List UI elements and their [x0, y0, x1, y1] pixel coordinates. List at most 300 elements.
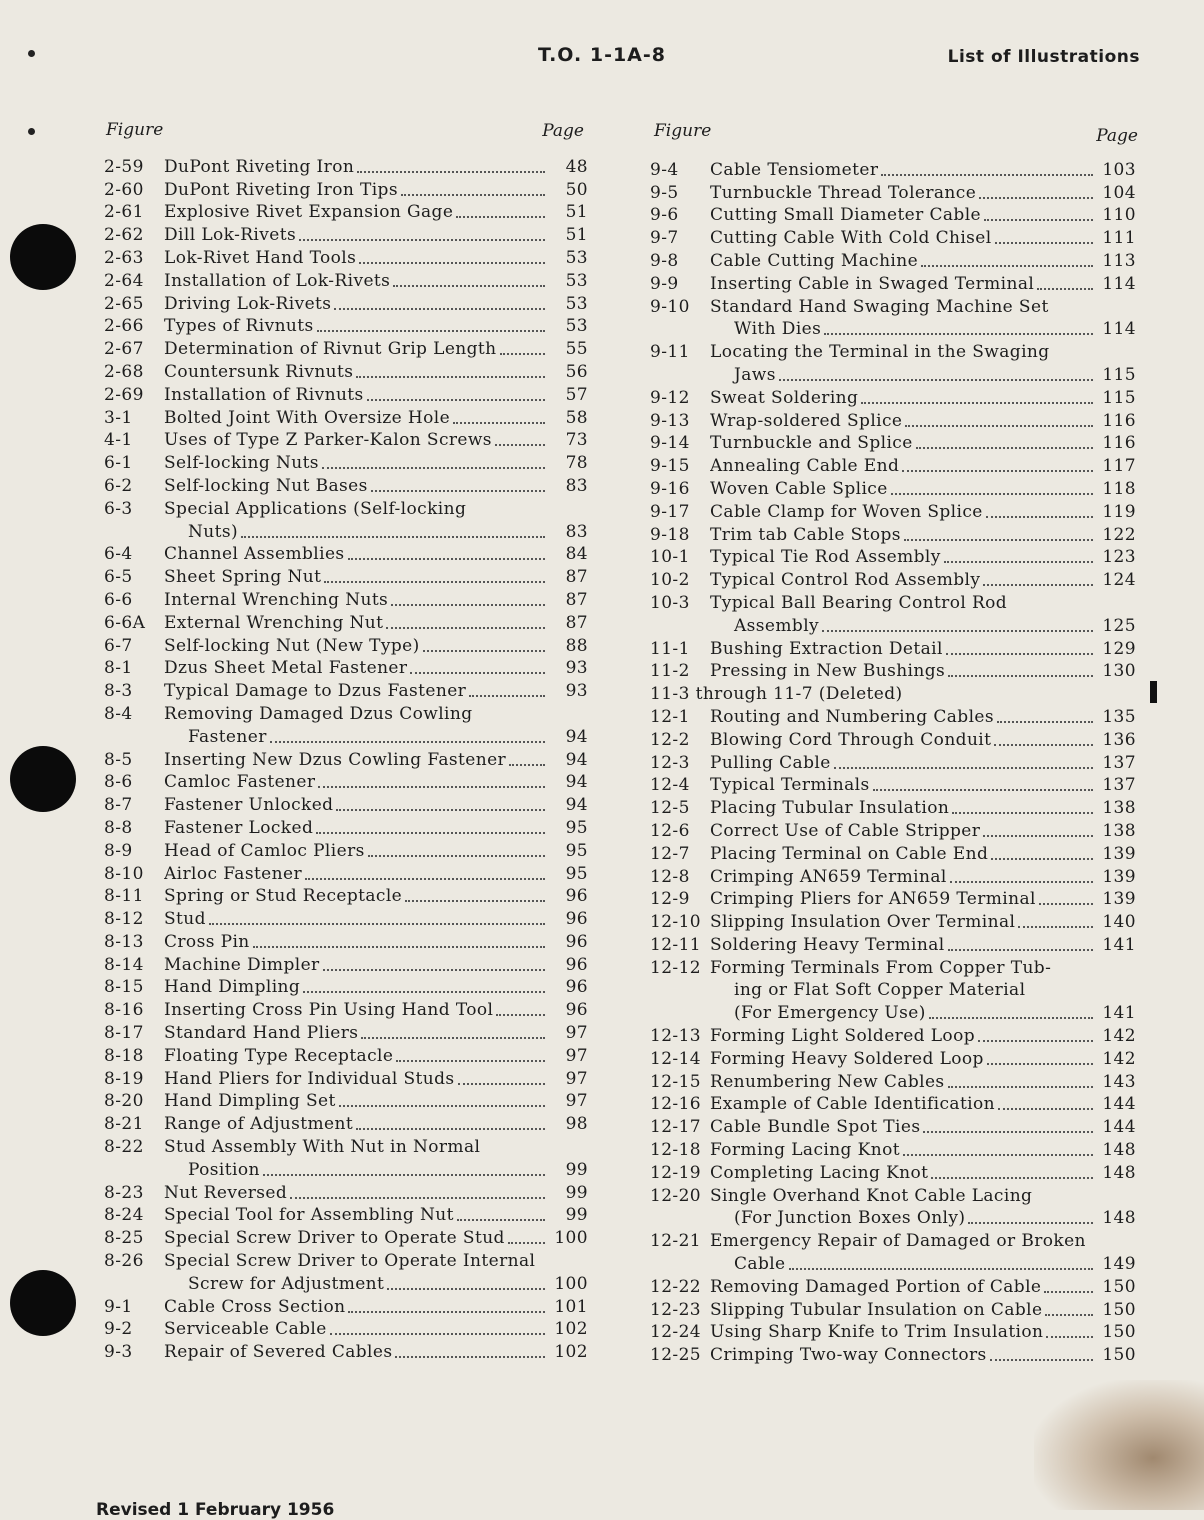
- entry-title-wrap: [710, 639, 1096, 659]
- entry-title: Driving Lok-Rivets: [164, 293, 332, 314]
- dot-leader: [500, 339, 545, 355]
- entry-title: Countersunk Rivnuts: [164, 361, 354, 382]
- entry-title: Special Screw Driver to Operate Internal: [164, 1251, 536, 1272]
- entry-title: Typical Tie Rod Assembly: [710, 547, 941, 568]
- entry-title-wrap: [710, 775, 1096, 795]
- entry-title-wrap: [164, 522, 548, 542]
- page-number: 110: [1102, 205, 1136, 226]
- figure-number: 8-20: [104, 1091, 144, 1112]
- entry-title: Crimping AN659 Terminal: [710, 866, 947, 887]
- page-number: 137: [1102, 775, 1136, 796]
- entry-title: Serviceable Cable: [164, 1319, 327, 1340]
- dot-leader: [405, 886, 545, 902]
- list-item: [650, 294, 1136, 317]
- list-item: [650, 1137, 1136, 1160]
- page-number: 100: [554, 1228, 588, 1249]
- entry-title: Cross Pin: [164, 931, 250, 952]
- list-item: [104, 1203, 588, 1226]
- dot-leader: [861, 388, 1093, 404]
- dot-leader: [508, 1228, 545, 1244]
- entry-title: Internal Wrenching Nuts: [164, 589, 389, 610]
- page-number: 97: [565, 1091, 588, 1112]
- entry-title: Typical Control Rod Assembly: [710, 570, 981, 591]
- figure-number: 9-14: [650, 433, 690, 454]
- entry-title: Routing and Numbering Cables: [710, 706, 994, 727]
- entry-title-wrap: [164, 248, 548, 268]
- figure-number: 6-2: [104, 475, 133, 496]
- page-number: 102: [554, 1319, 588, 1340]
- list-item: [104, 1157, 588, 1180]
- dot-leader: [456, 202, 545, 218]
- entry-title-wrap: [710, 525, 1096, 545]
- list-item: [104, 656, 588, 679]
- page-number: 95: [565, 840, 588, 861]
- entry-title-wrap: [710, 570, 1096, 590]
- list-item: [104, 610, 588, 633]
- entry-title-wrap: [164, 1342, 548, 1362]
- page-number: 115: [1102, 387, 1136, 408]
- dot-leader: [469, 681, 545, 697]
- dot-leader: [303, 977, 545, 993]
- dot-leader: [873, 775, 1093, 791]
- entry-title: Self-locking Nut (New Type): [164, 635, 420, 656]
- margin-mark: [28, 50, 35, 57]
- entry-title-wrap: [164, 453, 548, 473]
- page-number: 57: [565, 384, 588, 405]
- dot-leader: [496, 1000, 545, 1016]
- entry-title: Typical Terminals: [710, 775, 870, 796]
- dot-leader: [929, 1003, 1093, 1019]
- dot-leader: [986, 502, 1093, 518]
- page-number: 116: [1102, 410, 1136, 431]
- page-number: 73: [565, 430, 588, 451]
- page-number: 149: [1102, 1254, 1136, 1275]
- entry-title: Removing Damaged Portion of Cable: [710, 1276, 1042, 1297]
- figure-number: 10-1: [650, 547, 690, 568]
- figure-number: 8-22: [104, 1137, 144, 1158]
- entry-title: Renumbering New Cables: [710, 1071, 945, 1092]
- dot-leader: [952, 798, 1093, 814]
- entry-title-wrap: [164, 681, 548, 701]
- entry-title: Forming Terminals From Copper Tub-: [710, 957, 1052, 978]
- entry-title-wrap: [710, 456, 1096, 476]
- page-number: 140: [1102, 912, 1136, 933]
- dot-leader: [241, 522, 545, 538]
- list-item: [104, 291, 588, 314]
- binder-hole: [10, 746, 76, 812]
- entry-title: Installation of Rivnuts: [164, 384, 364, 405]
- page-number: 83: [565, 521, 588, 542]
- page-number: 50: [565, 179, 588, 200]
- list-item: [650, 203, 1136, 226]
- entry-title: Cable Bundle Spot Ties: [710, 1117, 921, 1138]
- figure-number: 9-13: [650, 410, 690, 431]
- entry-title-wrap: [710, 889, 1096, 909]
- figure-number: 2-66: [104, 316, 144, 337]
- page-number: 51: [565, 225, 588, 246]
- entry-title: Position: [188, 1159, 260, 1180]
- entry-title-wrap: [164, 499, 548, 519]
- entry-title: Forming Heavy Soldered Loop: [710, 1048, 984, 1069]
- entry-title: Special Screw Driver to Operate Stud: [164, 1228, 505, 1249]
- page-number: 148: [1102, 1140, 1136, 1161]
- figure-number: 9-2: [104, 1319, 133, 1340]
- list-item: [650, 476, 1136, 499]
- dot-leader: [881, 160, 1093, 176]
- page-number: 97: [565, 1023, 588, 1044]
- figure-number: 10-2: [650, 570, 690, 591]
- page-number: 148: [1102, 1208, 1136, 1229]
- entry-title-wrap: [710, 912, 1096, 932]
- page-number: 111: [1102, 228, 1136, 249]
- page-number: 94: [565, 726, 588, 747]
- list-item: [104, 428, 588, 451]
- dot-leader: [983, 821, 1093, 837]
- entry-title: Typical Ball Bearing Control Rod: [710, 592, 1008, 613]
- entry-title-wrap: [164, 909, 548, 929]
- entry-title-wrap: [710, 1277, 1096, 1297]
- dot-leader: [209, 909, 545, 925]
- dot-leader: [356, 1114, 545, 1130]
- entry-title: 11-3 through 11-7 (Deleted): [650, 684, 903, 705]
- page-number: 53: [565, 247, 588, 268]
- entry-title: Range of Adjustment: [164, 1114, 354, 1135]
- entry-title: Placing Terminal on Cable End: [710, 843, 989, 864]
- entry-title-wrap: [710, 1026, 1096, 1046]
- page-number: 124: [1102, 570, 1136, 591]
- list-item: [650, 225, 1136, 248]
- entry-title: External Wrenching Nut: [164, 612, 384, 633]
- entry-title-wrap: [710, 1163, 1096, 1183]
- entry-title-wrap: [164, 1297, 548, 1317]
- entry-title: Repair of Severed Cables: [164, 1342, 393, 1363]
- entry-title: Nut Reversed: [164, 1182, 288, 1203]
- list-item: [650, 317, 1136, 340]
- page-number: 141: [1102, 934, 1136, 955]
- figure-number: 9-10: [650, 296, 690, 317]
- page-number: 117: [1102, 456, 1136, 477]
- list-item: [104, 405, 588, 428]
- entry-title: Slipping Tubular Insulation on Cable: [710, 1299, 1043, 1320]
- dot-leader: [367, 385, 545, 401]
- entry-title: Turnbuckle Thread Tolerance: [710, 182, 977, 203]
- page-number: 97: [565, 1045, 588, 1066]
- figure-number: 12-1: [650, 706, 690, 727]
- entry-title: Annealing Cable End: [710, 456, 900, 477]
- entry-title: Machine Dimpler: [164, 954, 320, 975]
- list-item: [104, 1043, 588, 1066]
- entry-title: Pressing in New Bushings: [710, 661, 946, 682]
- figure-number: 8-13: [104, 931, 144, 952]
- page-number: 141: [1102, 1003, 1136, 1024]
- dot-leader: [359, 248, 545, 264]
- entry-title: Inserting Cable in Swaged Terminal: [710, 273, 1035, 294]
- entry-title-wrap: [164, 1319, 548, 1339]
- list-item: [104, 1339, 588, 1362]
- page-number: 143: [1102, 1071, 1136, 1092]
- list-item: [104, 268, 588, 291]
- list-item: [650, 1206, 1136, 1229]
- page-number: 139: [1102, 889, 1136, 910]
- entry-title-wrap: [164, 316, 548, 336]
- figure-number: 2-65: [104, 293, 144, 314]
- figure-number: 9-15: [650, 456, 690, 477]
- dot-leader: [998, 1094, 1093, 1110]
- entry-title-wrap: [164, 339, 548, 359]
- entry-title: Self-locking Nut Bases: [164, 475, 368, 496]
- list-item: [650, 1069, 1136, 1092]
- entry-title-wrap: [164, 1000, 548, 1020]
- page-number: 150: [1102, 1299, 1136, 1320]
- page-number: 114: [1102, 273, 1136, 294]
- figure-number: 2-67: [104, 339, 144, 360]
- entry-title: Single Overhand Knot Cable Lacing: [710, 1185, 1033, 1206]
- dot-leader: [990, 1345, 1093, 1361]
- figure-number: 8-3: [104, 681, 133, 702]
- figure-number: 8-15: [104, 977, 144, 998]
- page-number: 129: [1102, 638, 1136, 659]
- entry-title: Crimping Pliers for AN659 Terminal: [710, 889, 1036, 910]
- page-number: 95: [565, 817, 588, 838]
- list-item: [650, 681, 1136, 704]
- figure-number: 9-7: [650, 228, 679, 249]
- list-item: [650, 1297, 1136, 1320]
- list-item: [104, 1089, 588, 1112]
- entry-title-wrap: [710, 274, 1096, 294]
- page-number: 114: [1102, 319, 1136, 340]
- entry-title: Typical Damage to Dzus Fastener: [164, 681, 467, 702]
- entry-title-wrap: [164, 1274, 548, 1294]
- entry-title-wrap: [710, 479, 1096, 499]
- entry-title-wrap: [710, 821, 1096, 841]
- dot-leader: [324, 567, 545, 583]
- list-item: [650, 362, 1136, 385]
- dot-leader: [789, 1254, 1093, 1270]
- list-item: [104, 587, 588, 610]
- dot-leader: [944, 547, 1093, 563]
- list-item: [104, 222, 588, 245]
- dot-leader: [299, 225, 545, 241]
- dot-leader: [371, 476, 545, 492]
- entry-title-wrap: [164, 1091, 548, 1111]
- figure-number: 9-16: [650, 478, 690, 499]
- list-item: [650, 590, 1136, 613]
- list-item: [104, 359, 588, 382]
- entry-title-wrap: [710, 205, 1096, 225]
- page-number: 96: [565, 954, 588, 975]
- figure-number: 8-11: [104, 886, 144, 907]
- entry-title: Standard Hand Pliers: [164, 1023, 359, 1044]
- entry-title-wrap: [164, 636, 548, 656]
- page-number: 119: [1102, 501, 1136, 522]
- figure-number: 6-3: [104, 498, 133, 519]
- figure-number: 8-10: [104, 863, 144, 884]
- page-number: 84: [565, 544, 588, 565]
- entry-title: Forming Light Soldered Loop: [710, 1026, 975, 1047]
- list-item: [104, 1317, 588, 1340]
- entry-title: Cable Cross Section: [164, 1296, 346, 1317]
- list-item: [104, 1134, 588, 1157]
- list-item: [104, 1294, 588, 1317]
- dot-leader: [983, 570, 1093, 586]
- figure-number: 12-3: [650, 752, 690, 773]
- entry-title-wrap: [710, 753, 1096, 773]
- entry-title: Correct Use of Cable Stripper: [710, 820, 981, 841]
- doc-number: T.O. 1-1A-8: [538, 44, 666, 66]
- dot-leader: [948, 935, 1093, 951]
- entry-title-wrap: [710, 297, 1096, 317]
- entry-title: (For Junction Boxes Only): [734, 1208, 966, 1229]
- entry-title: Hand Dimpling: [164, 977, 301, 998]
- dot-leader: [891, 479, 1093, 495]
- figure-number: 12-17: [650, 1117, 702, 1138]
- figure-number: 2-68: [104, 361, 144, 382]
- list-item: [650, 1274, 1136, 1297]
- entry-title: Types of Rivnuts: [164, 316, 314, 337]
- margin-mark: [28, 128, 35, 135]
- figure-number: 9-9: [650, 273, 679, 294]
- figure-number: 8-16: [104, 1000, 144, 1021]
- entry-title: Head of Camloc Pliers: [164, 840, 365, 861]
- list-item: [104, 154, 588, 177]
- dot-leader: [330, 1319, 545, 1335]
- entry-title-wrap: [164, 886, 548, 906]
- page-number: 116: [1102, 433, 1136, 454]
- dot-leader: [979, 183, 1093, 199]
- entry-title: Completing Lacing Knot: [710, 1162, 929, 1183]
- entry-title: Special Applications (Self-locking: [164, 498, 467, 519]
- dot-leader: [904, 525, 1093, 541]
- entry-title: Wrap-soldered Splice: [710, 410, 903, 431]
- entry-title-wrap: [710, 1322, 1096, 1342]
- entry-title-wrap: [710, 593, 1096, 613]
- entry-title-wrap: [164, 977, 548, 997]
- figure-number: 12-12: [650, 957, 702, 978]
- figure-number: 2-63: [104, 247, 144, 268]
- entry-title-wrap: [164, 932, 548, 952]
- list-item: [650, 932, 1136, 955]
- figure-number: 8-4: [104, 703, 133, 724]
- list-item: [650, 1342, 1136, 1365]
- entry-title: Screw for Adjustment: [188, 1273, 385, 1294]
- dot-leader: [984, 205, 1093, 221]
- entry-title: Inserting Cross Pin Using Hand Tool: [164, 1000, 494, 1021]
- page-number: 87: [565, 589, 588, 610]
- dot-leader: [336, 795, 545, 811]
- figure-number: 12-11: [650, 934, 702, 955]
- list-item: [650, 887, 1136, 910]
- figure-number: 12-4: [650, 775, 690, 796]
- figure-number: 8-17: [104, 1023, 144, 1044]
- dot-leader: [368, 841, 545, 857]
- entry-title-wrap: [710, 388, 1096, 408]
- figure-number: 12-8: [650, 866, 690, 887]
- list-item: [650, 636, 1136, 659]
- list-item: [650, 453, 1136, 476]
- dot-leader: [902, 456, 1093, 472]
- figure-number: 2-62: [104, 225, 144, 246]
- entry-title-wrap: [164, 294, 548, 314]
- entry-title: Camloc Fastener: [164, 772, 316, 793]
- entry-title: Determination of Rivnut Grip Length: [164, 339, 497, 360]
- entry-title-wrap: [710, 707, 1096, 727]
- list-item: [650, 431, 1136, 454]
- figure-number: 9-17: [650, 501, 690, 522]
- list-item: [650, 613, 1136, 636]
- entry-title-wrap: [164, 772, 548, 792]
- figure-number: 9-5: [650, 182, 679, 203]
- entry-title-wrap: [164, 864, 548, 884]
- entry-title: Using Sharp Knife to Trim Insulation: [710, 1322, 1044, 1343]
- dot-leader: [950, 867, 1093, 883]
- entry-title-wrap: [710, 319, 1096, 339]
- dot-leader: [1045, 1300, 1093, 1316]
- page-number: 136: [1102, 729, 1136, 750]
- entry-title: Airloc Fastener: [164, 863, 302, 884]
- list-item: [650, 1023, 1136, 1046]
- list-item: [650, 909, 1136, 932]
- entry-title-wrap: [710, 183, 1096, 203]
- entry-title: Fastener Locked: [164, 817, 314, 838]
- entry-title: Forming Lacing Knot: [710, 1140, 900, 1161]
- figure-number: 12-9: [650, 889, 690, 910]
- entry-title-wrap: [164, 955, 548, 975]
- list-item: [650, 248, 1136, 271]
- entry-title: Pulling Cable: [710, 752, 831, 773]
- entry-title-wrap: [164, 841, 548, 861]
- entry-title: (For Emergency Use): [734, 1003, 926, 1024]
- entry-title-wrap: [710, 1300, 1096, 1320]
- figure-column-header: Figure: [106, 120, 164, 140]
- list-item: [104, 633, 588, 656]
- list-item: [104, 884, 588, 907]
- figure-number: 2-60: [104, 179, 144, 200]
- entry-title-wrap: [710, 1049, 1096, 1069]
- page-number: 99: [565, 1182, 588, 1203]
- figure-number: 8-23: [104, 1182, 144, 1203]
- figure-number: 2-69: [104, 384, 144, 405]
- entry-title: Uses of Type Z Parker-Kalon Screws: [164, 430, 492, 451]
- page-number: 99: [565, 1205, 588, 1226]
- figure-number: 8-6: [104, 772, 133, 793]
- page-number: 93: [565, 658, 588, 679]
- list-item: [104, 906, 588, 929]
- list-item: [650, 408, 1136, 431]
- list-item: [104, 929, 588, 952]
- entry-title-wrap: [710, 616, 1096, 636]
- page-number: 87: [565, 567, 588, 588]
- figure-number: 6-4: [104, 544, 133, 565]
- entry-title-wrap: [164, 362, 548, 382]
- dot-leader: [323, 955, 545, 971]
- figure-number: 6-7: [104, 635, 133, 656]
- dot-leader: [348, 544, 545, 560]
- dot-leader: [824, 319, 1093, 335]
- dot-leader: [948, 661, 1093, 677]
- figure-number: 8-26: [104, 1251, 144, 1272]
- entry-title: Cable Cutting Machine: [710, 250, 919, 271]
- figure-number: 8-21: [104, 1114, 144, 1135]
- entry-title: Cutting Cable With Cold Chisel: [710, 228, 992, 249]
- figure-number: 6-1: [104, 453, 133, 474]
- page-number: 55: [565, 339, 588, 360]
- entry-title: Locating the Terminal in the Swaging: [710, 342, 1050, 363]
- entry-title: Bolted Joint With Oversize Hole: [164, 407, 451, 428]
- entry-title-wrap: [710, 730, 1096, 750]
- page-number: 96: [565, 909, 588, 930]
- list-item: [104, 1271, 588, 1294]
- page-number: 118: [1102, 478, 1136, 499]
